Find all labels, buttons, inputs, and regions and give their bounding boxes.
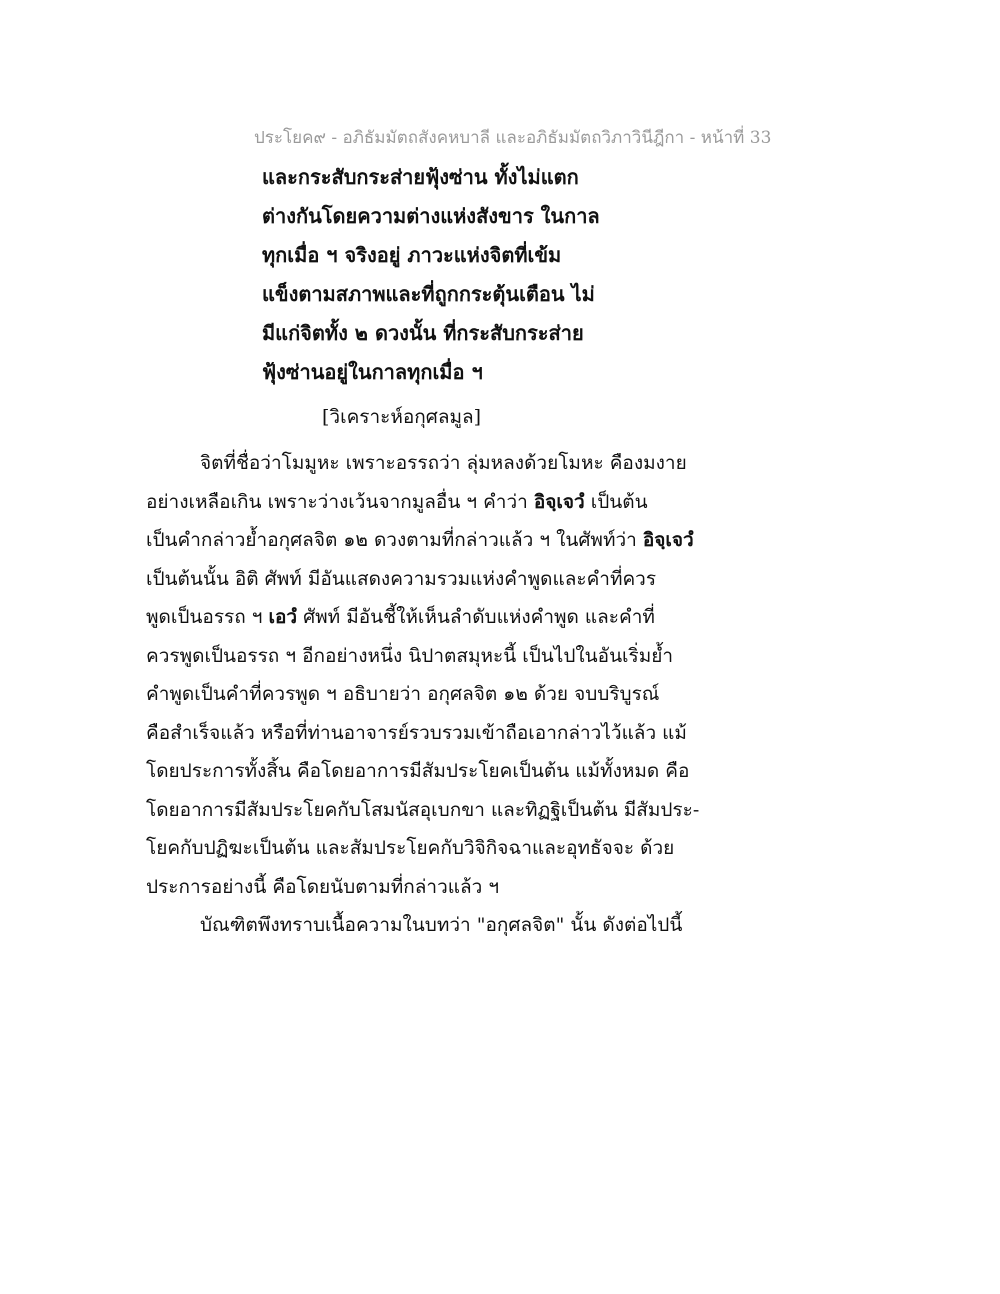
- body-line: ประการอย่างนี้ คือโดยนับตามที่กล่าวแล้ว ฯ: [146, 875, 500, 898]
- body-line: [146, 521, 706, 560]
- body-line: คือสำเร็จแล้ว หรือที่ท่านอาจารย์รวบรวมเข้าถือเอากล่าวไว้แล้ว แม้: [146, 721, 687, 744]
- text-run: ศัพท์ มีอันชี้ให้เห็นลำดับแห่งคำพูด และคำที่: [297, 606, 655, 628]
- pali-term: อิจฺเจวํ: [533, 490, 585, 513]
- pali-term: อิจฺเจวํ: [642, 529, 694, 551]
- text-run: พูดเป็นอรรถ ฯ: [146, 606, 269, 628]
- body-line: เป็นต้นนั้น อิติ ศัพท์ มีอันแสดงความรวมแห่งคำพูดและคำที่ควร: [146, 567, 657, 590]
- body-line: คำพูดเป็นคำที่ควรพูด ฯ อธิบายว่า อกุศลจิต ๑๒ ด้วย จบบริบูรณ์: [146, 683, 660, 705]
- body-line: [146, 598, 706, 637]
- text-run: เป็นคำกล่าวย้ำอกุศลจิต ๑๒ ดวงตามที่กล่าวแล้ว ฯ ในศัพท์ว่า: [146, 529, 643, 551]
- text-run: เป็นต้น: [584, 490, 648, 513]
- running-header: ประโยค๙ - อภิธัมมัตถสังคหบาลี และอภิธัมมัตถวิภาวินีฎีกา - หน้าที่ 33: [254, 128, 772, 148]
- text-run: อย่างเหลือเกิน เพราะว่างเว้นจากมูลอื่น ฯ คำว่า: [146, 490, 534, 513]
- verse-line: และกระสับกระส่ายฟุ้งซ่าน ทั้งไม่แตก: [262, 165, 579, 189]
- body-line: โดยประการทั้งสิ้น คือโดยอาการมีสัมประโยคเป็นต้น แม้ทั้งหมด คือ: [146, 760, 690, 782]
- section-heading: [วิเคราะห์อกุศลมูล]: [322, 406, 482, 428]
- verse-block: [262, 158, 600, 392]
- body-paragraphs: [146, 444, 706, 945]
- verse-line: แข็งตามสภาพและที่ถูกกระตุ้นเตือน ไม่: [262, 282, 595, 306]
- body-line: จิตที่ชื่อว่าโมมูหะ เพราะอรรถว่า ลุ่มหลงด้วยโมหะ คืองมงาย: [200, 452, 687, 474]
- body-line: [146, 483, 706, 522]
- body-line: โดยอาการมีสัมประโยคกับโสมนัสอุเบกขา และทิฏฐิเป็นต้น มีสัมประ-: [146, 798, 700, 821]
- verse-line: ฟุ้งซ่านอยู่ในกาลทุกเมื่อ ฯ: [262, 360, 483, 384]
- verse-line: มีแก่จิตทั้ง ๒ ดวงนั้น ที่กระสับกระส่าย: [262, 321, 584, 345]
- verse-line: ต่างกันโดยความต่างแห่งสังขาร ในกาล: [262, 204, 600, 228]
- verse-line: ทุกเมื่อ ฯ จริงอยู่ ภาวะแห่งจิตที่เข้ม: [262, 243, 562, 267]
- body-line: บัณฑิตพึงทราบเนื้อความในบทว่า "อกุศลจิต" นั้น ดังต่อไปนี้: [200, 914, 683, 936]
- body-line: ควรพูดเป็นอรรถ ฯ อีกอย่างหนึ่ง นิปาตสมุหะนี้ เป็นไปในอันเริ่มย้ำ: [146, 644, 674, 667]
- pali-term: เอวํ: [268, 606, 298, 628]
- body-line: โยคกับปฏิฆะเป็นต้น และสัมประโยคกับวิจิกิจฉาและอุทธัจจะ ด้วย: [146, 837, 675, 859]
